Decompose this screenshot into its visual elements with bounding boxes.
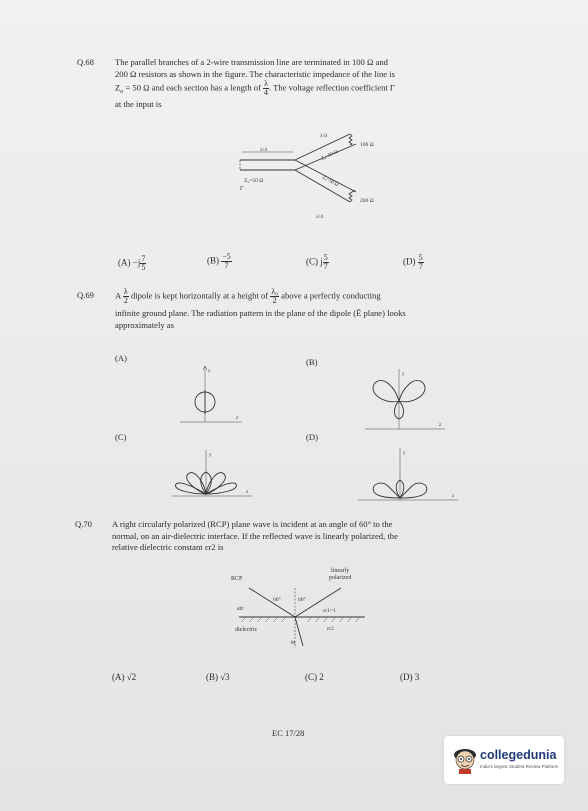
q70-angle2: 60° — [298, 597, 306, 603]
q69-c-axis-z: z — [246, 490, 249, 495]
q70-option-b: (B) √3 — [206, 672, 230, 682]
q68-length-fraction: $\frac{\lambda}{4}$ — [264, 79, 269, 97]
q70-line3: relative dielectric constant εr2 is — [112, 542, 224, 552]
q69-b-axis-z: z — [439, 423, 442, 428]
q68-transmission-line-figure — [220, 130, 390, 230]
q68-number: Q.68 — [77, 57, 94, 67]
q70-air-label: air — [237, 606, 244, 612]
q68-lambda-main: λ/4 — [260, 147, 267, 153]
q69-d-axis-z: z — [452, 494, 455, 499]
q70-number: Q.70 — [75, 519, 92, 529]
q70-dielectric-label: dielectric — [235, 627, 258, 633]
q70-eps2-label: εr2 — [327, 626, 334, 632]
q70-rcp-label: RCP — [231, 576, 243, 582]
resistor-100-icon — [349, 134, 352, 145]
q70-theta-label: θt — [291, 640, 296, 646]
q69-a-axis-y: y — [208, 369, 211, 374]
q69-b-axis-y: y — [402, 372, 405, 377]
collegedunia-logo — [444, 736, 564, 784]
q69-pattern-d — [348, 444, 466, 510]
q68-line1: The parallel branches of a 2-wire transmission line are terminated in 100 Ω and — [115, 57, 388, 67]
logo-name: collegedunia — [480, 748, 557, 762]
logo-tagline: India's largest Student Review Platform — [480, 764, 559, 769]
q70-linearly-label: linearly — [331, 568, 350, 574]
q70-line2: normal, on an air-dielectric interface. If the reflected wave is linearly polarized, the — [112, 530, 398, 541]
q70-hatch — [241, 617, 360, 622]
q69-option-a-label: (A) — [115, 353, 127, 363]
q68-z-sub: o — [120, 89, 124, 96]
page-footer: EC 17/28 — [272, 728, 305, 738]
q69-line2: infinite ground plane. The radiation pattern in the plane of the dipole (Ē plane) looks — [115, 308, 406, 318]
q68-option-a: (A) −j $\frac{7}{5}$ — [118, 254, 146, 272]
q68-gamma-label: Γ — [240, 186, 244, 192]
q68-z-upper: Z₀=50 Ω — [320, 149, 339, 162]
mascot-icon — [452, 746, 478, 774]
q70-option-a: (A) √2 — [112, 672, 137, 682]
q70-eps1-label: εr1=1 — [323, 608, 336, 614]
resistor-200-icon — [349, 190, 355, 202]
q68-r-upper: 100 Ω — [360, 142, 374, 148]
q68-z-symbol: Z — [115, 82, 121, 93]
q70-polarized-label: polarized — [329, 575, 352, 581]
q69-line3: approximately as — [115, 319, 174, 330]
q68-line3-mid: = 50 Ω and each section has a length of — [123, 82, 264, 93]
q68-text — [115, 57, 485, 110]
q68-line3 — [115, 80, 485, 99]
q69-pattern-a — [170, 362, 250, 432]
q69-pattern-c — [162, 446, 262, 506]
q70-line1: A right circularly polarized (RCP) plane wave is incident at an angle of 60° to the — [112, 519, 393, 529]
q69-option-d-label: (D) — [306, 432, 318, 442]
q68-option-b: (B) $\frac{-5}{7}$ — [207, 252, 231, 270]
q69-text — [115, 288, 485, 331]
q69-line1: A $\frac{\lambda}{2}$ dipole is kept horizontally at a height of $\frac{\text{λ₀}}{2}$ above a perfectly conducting — [115, 287, 381, 305]
q70-text — [112, 519, 492, 554]
q69-option-b-label: (B) — [306, 357, 318, 367]
q70-option-d: (D) 3 — [400, 672, 420, 682]
q68-line2: 200 Ω resistors as shown in the figure. The characteristic impedance of the line is — [115, 68, 395, 79]
q69-d-axis-y: y — [403, 451, 406, 456]
q68-z-lower: Z₀=50 Ω — [321, 175, 339, 189]
q69-option-c-label: (C) — [115, 432, 127, 442]
q69-pattern-b — [355, 365, 455, 435]
q68-z-main: Z₀=50 Ω — [244, 178, 264, 184]
q68-lambda-bottom: λ/4 — [316, 214, 323, 220]
q68-option-c: (C) j $\frac{5}{7}$ — [306, 253, 328, 271]
q68-option-d: (D) $\frac{5}{7}$ — [403, 253, 423, 271]
q70-option-c: (C) 2 — [305, 672, 324, 682]
q69-c-axis-y: y — [209, 453, 212, 458]
q69-number: Q.69 — [77, 290, 94, 300]
q68-lambda-top: λ/4 — [320, 133, 327, 139]
q68-line4: at the input is — [115, 98, 162, 109]
q70-angle1: 60° — [273, 597, 281, 603]
q68-line3-end: . The voltage reflection coefficient Γ — [269, 82, 395, 93]
q68-r-lower: 200 Ω — [360, 198, 374, 204]
q69-a-axis-z: z — [236, 416, 239, 421]
q70-interface-figure — [225, 560, 385, 655]
